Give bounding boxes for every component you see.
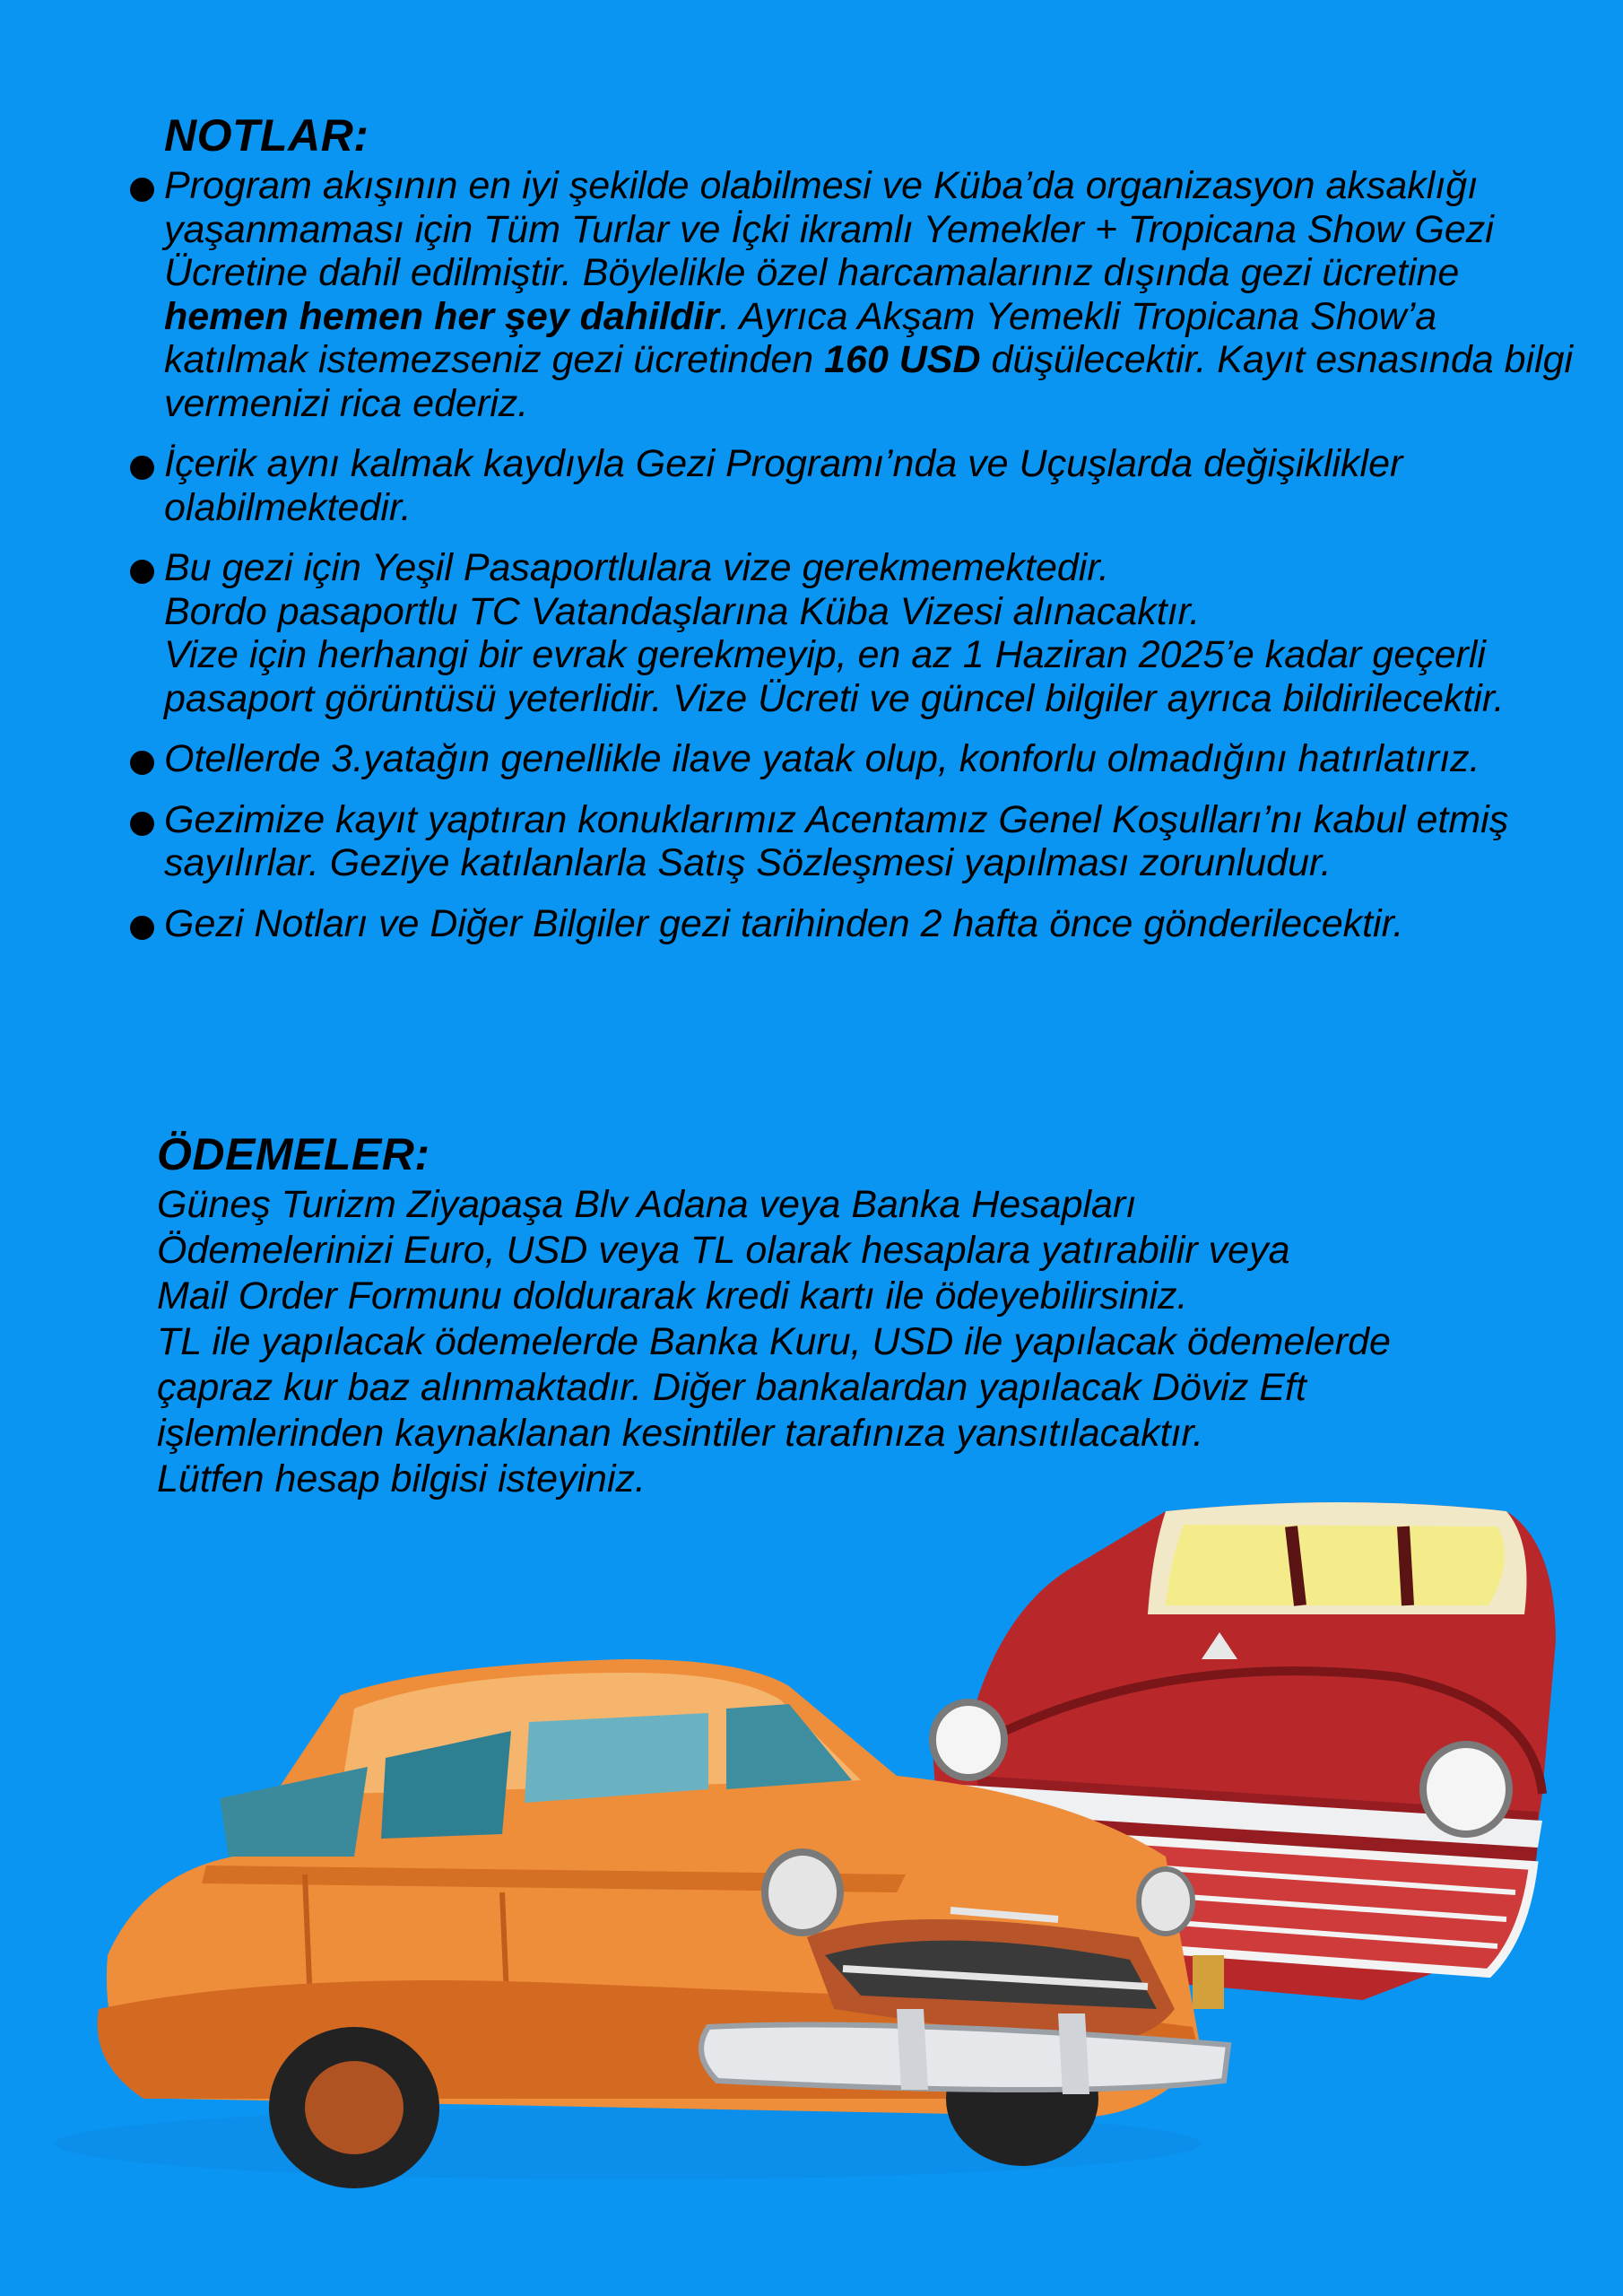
bullet-icon bbox=[130, 916, 154, 940]
classic-cars-illustration bbox=[0, 1471, 1623, 2296]
bullet-icon bbox=[130, 560, 154, 584]
payments-line: Mail Order Formunu doldurarak kredi kartı ile ödeyebilirsiniz. bbox=[157, 1274, 1188, 1318]
note-text: Otellerde 3.yatağın genellikle ilave yatak olup, konforlu olmadığını hatırlatırız. bbox=[164, 737, 1480, 780]
note-line: Vize için herhangi bir evrak gerekmeyip, en az 1 Haziran 2025’e kadar geçerli pasaport görüntüsü yeterlidir. Vize Ücreti ve güncel bilgiler ayrıca bildirilecektir. bbox=[164, 633, 1505, 720]
note-line: Bordo pasaportlu TC Vatandaşlarına Küba Vizesi alınacaktır. bbox=[164, 589, 1201, 633]
note-item bbox=[130, 164, 1583, 425]
bullet-icon bbox=[130, 751, 154, 775]
payments-line: Güneş Turizm Ziyapaşa Blv Adana veya Banka Hesapları bbox=[157, 1183, 1137, 1226]
emphasis-text: hemen hemen her şey dahildir bbox=[164, 294, 719, 338]
note-item bbox=[130, 902, 1583, 946]
note-text: İçerik aynı kalmak kaydıyla Gezi Programı’nda ve Uçuşlarda değişiklikler olabilmektedir. bbox=[164, 442, 1403, 529]
note-line: Bu gezi için Yeşil Pasaportlulara vize gerekmemektedir. bbox=[164, 546, 1110, 589]
note-text: Gezimize kayıt yaptıran konuklarımız Acentamız Genel Koşulları’nı kabul etmiş sayılırlar. Geziye katılanlarla Satış Sözleşmesi yapılması zorunludur. bbox=[164, 797, 1509, 884]
notes-list bbox=[130, 164, 1583, 962]
payments-heading: ÖDEMELER: bbox=[157, 1129, 430, 1179]
note-item bbox=[130, 737, 1583, 781]
payments-line: TL ile yapılacak ödemelerde Banka Kuru, USD ile yapılacak ödemelerde bbox=[157, 1320, 1391, 1363]
payments-line: Ödemelerinizi Euro, USD veya TL olarak hesaplara yatırabilir veya bbox=[157, 1229, 1290, 1272]
note-item bbox=[130, 798, 1583, 885]
bullet-icon bbox=[130, 812, 154, 836]
payments-line: Lütfen hesap bilgisi isteyiniz. bbox=[157, 1457, 646, 1500]
note-text: Program akışının en iyi şekilde olabilmesi ve Küba’da organizasyon aksaklığı yaşanmaması için Tüm Turlar ve İçki ikramlı Yemekler + Tropicana Show Gezi Ücretine dahil edilmiştir. Böylelikle özel harcamalarınız dışında gezi ücretine hemen hemen her şey dahildir. Ayrıca Akşam Yemekli Tropicana Show’a katılmak istemezseniz gezi ücretinden 160 USD düşülecektir. Kayıt esnasında bilgi vermenizi rica ederiz. bbox=[164, 164, 1574, 425]
payments-text bbox=[157, 1182, 1592, 1502]
bullet-icon bbox=[130, 456, 154, 480]
bullet-icon bbox=[130, 178, 154, 202]
payments-line: çapraz kur baz alınmaktadır. Diğer bankalardan yapılacak Döviz Eft bbox=[157, 1366, 1306, 1409]
note-text: Gezi Notları ve Diğer Bilgiler gezi tarihinden 2 hafta önce gönderilecektir. bbox=[164, 901, 1404, 945]
price-text: 160 USD bbox=[824, 338, 981, 381]
note-item bbox=[130, 442, 1583, 529]
note-item bbox=[130, 546, 1583, 720]
payments-line: işlemlerinden kaynaklanan kesintiler tarafınıza yansıtılacaktır. bbox=[157, 1412, 1204, 1455]
notes-heading: NOTLAR: bbox=[164, 110, 369, 161]
